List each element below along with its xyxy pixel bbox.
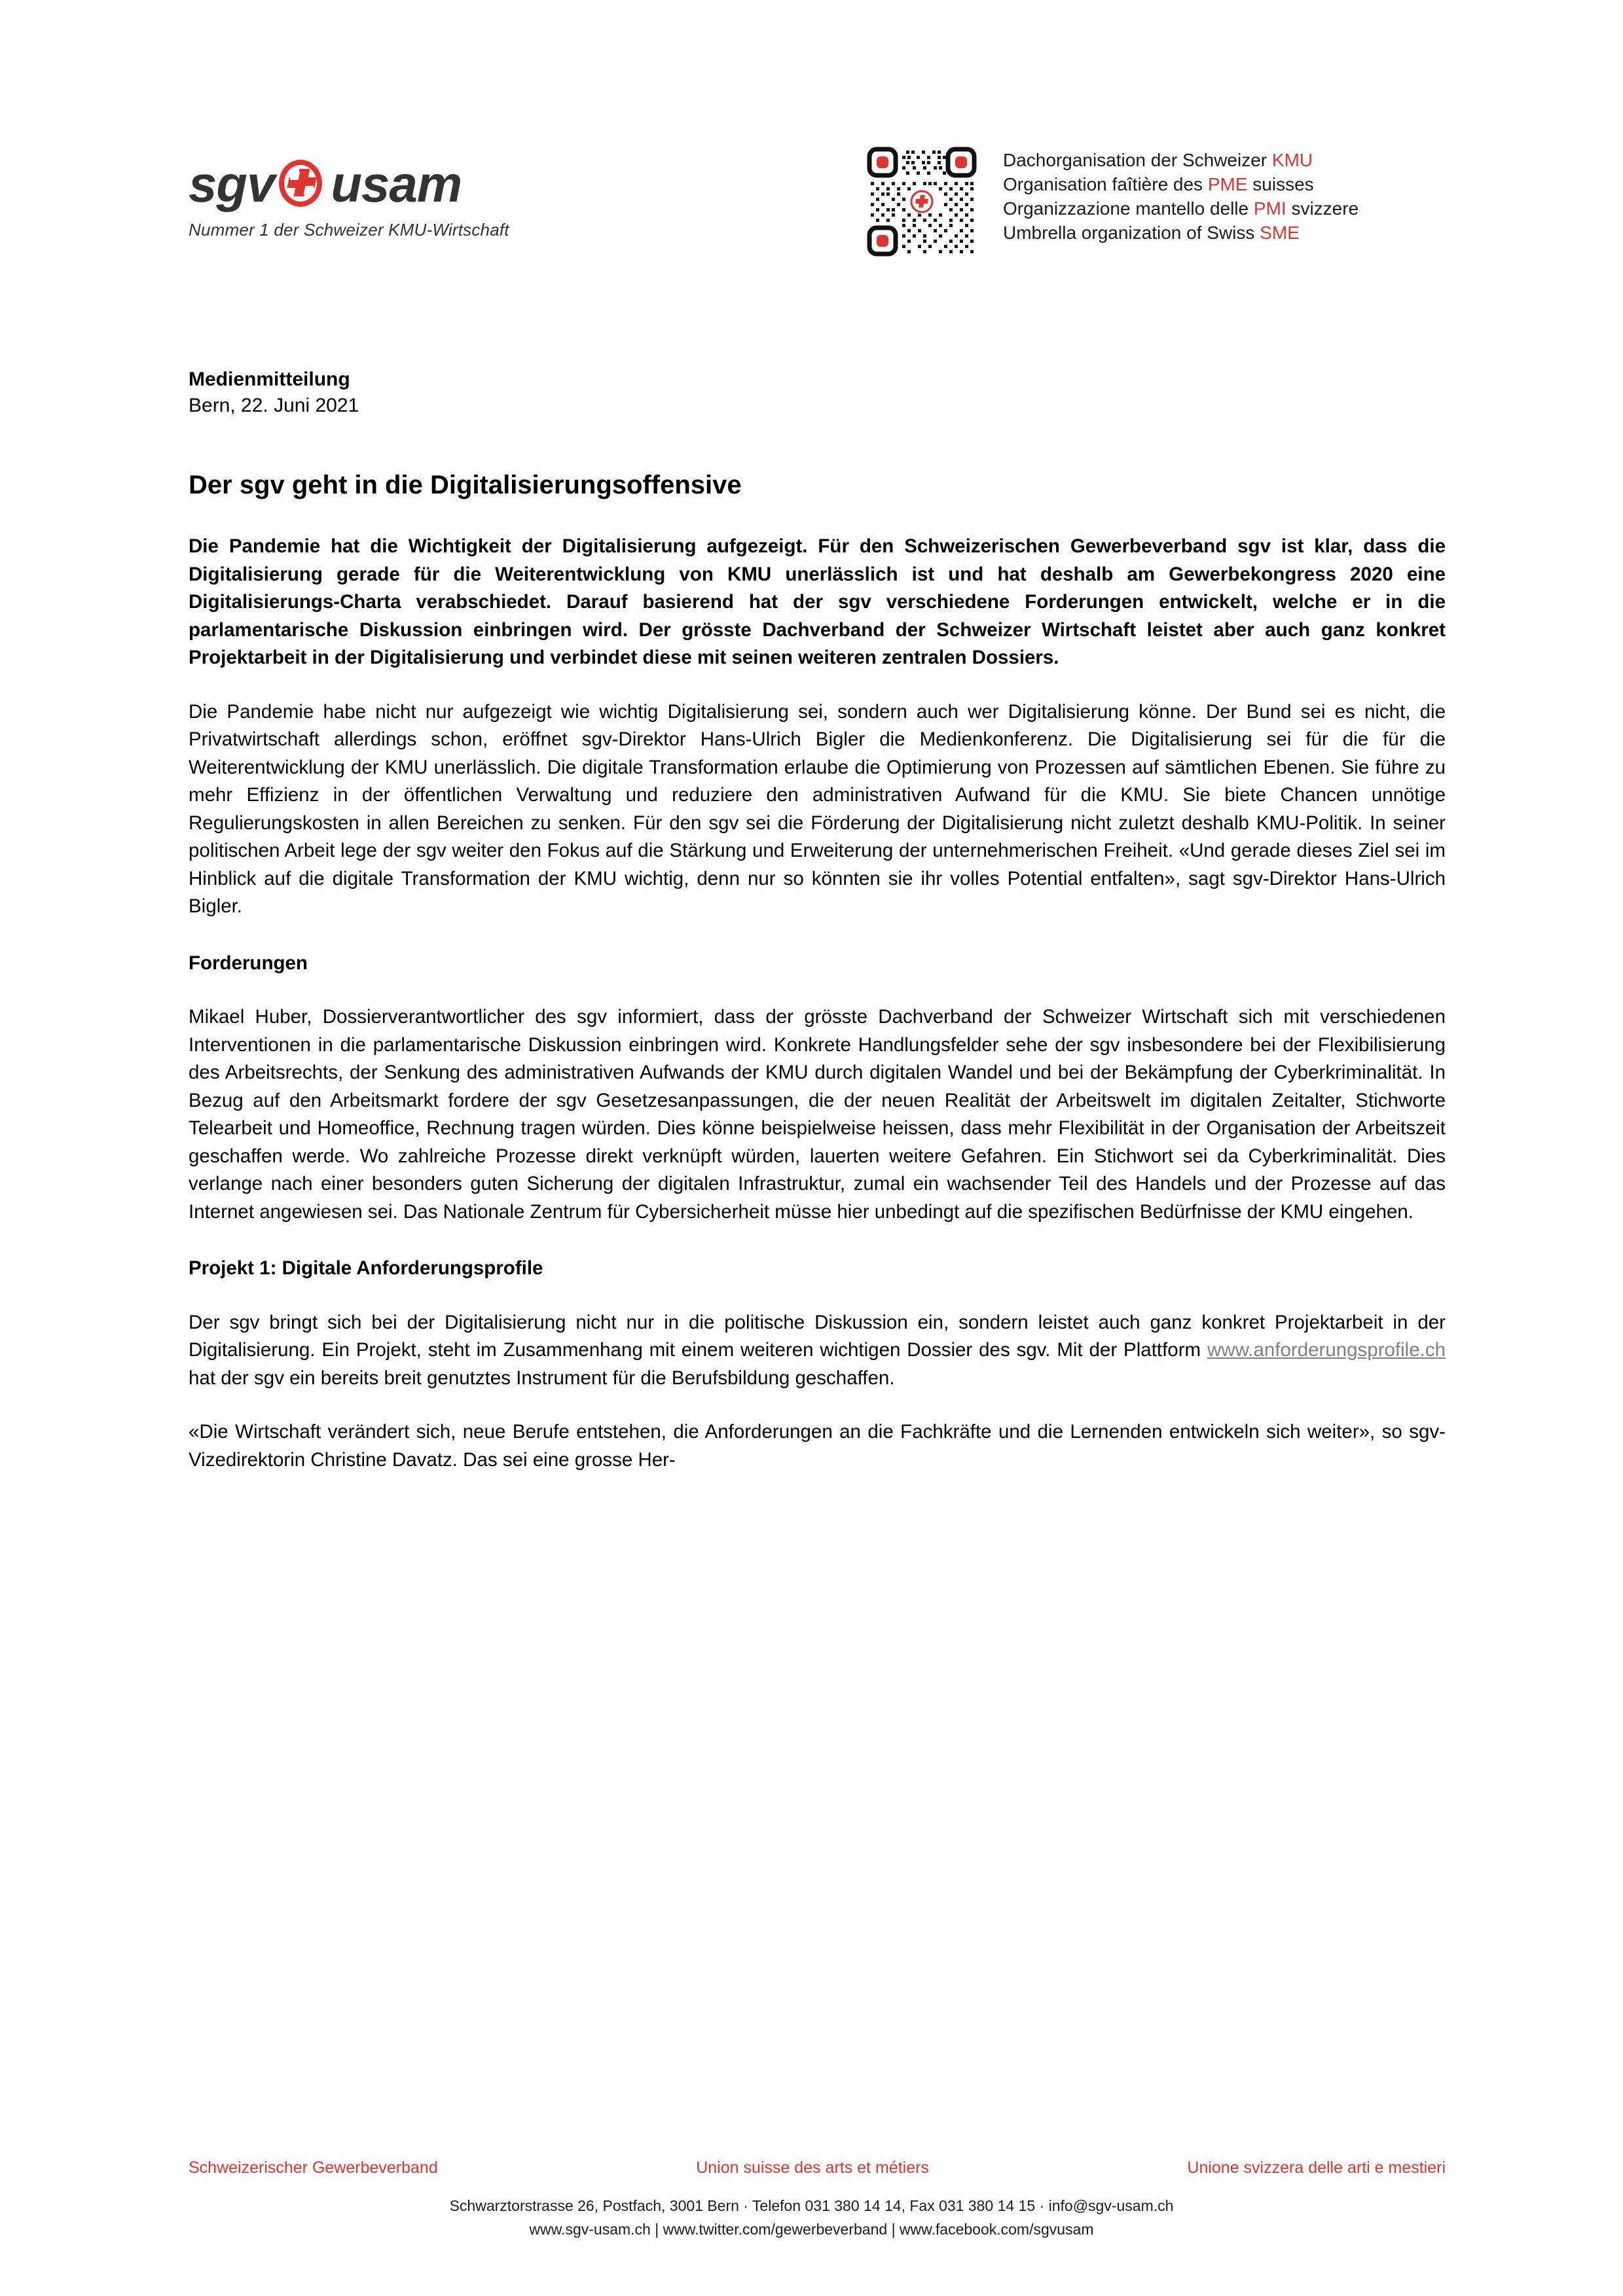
swiss-cross-circle-icon: [277, 158, 328, 209]
document-body: [189, 367, 1446, 1474]
body-paragraph-3: [189, 1283, 1446, 1393]
lang-fr-highlight: PME: [1207, 174, 1248, 194]
body-paragraph-4: «Die Wirtschaft verändert sich, neue Berufe entstehen, die Anforderungen an die Fachkräfte und die Lernenden entwickeln sich weiter», so sgv-Vizedirektorin Christine Davatz. Das sei eine grosse Her-: [189, 1421, 1446, 1471]
footer-org-it: Unione svizzera delle arti e mestieri: [1187, 2159, 1446, 2177]
page-footer: [0, 2139, 1623, 2296]
body-paragraph-1: Die Pandemie habe nicht nur aufgezeigt wie wichtig Digitalisierung sei, sondern auch wer Digitalisierung könne. Der Bund sei es nicht, die Privatwirtschaft allerdings schon, eröffnet sgv-Direktor Hans-Ulrich Bigler die Medienkonferenz. Die Digitalisierung sei für die für die Weiterentwicklung der KMU unerlässlich. Die digitale Transformation erlaube die Optimierung von Prozessen auf sämtlichen Ebenen. Sie führe zu mehr Effizienz in der öffentlichen Verwaltung und reduziere den administrativen Aufwand für die KMU. Sie biete Chancen unnötige Regulierungskosten in allen Bereichen zu senken. Für den sgv sei die Förderung der Digitalisierung nicht zuletzt deshalb KMU-Politik. In seiner politischen Arbeit lege der sgv weiter den Fokus auf die Stärkung und Erweiterung der unternehmerischen Freiheit. «Und gerade dieses Ziel sei im Hinblick auf die digitale Transformation der KMU wichtig, denn nur so könnten sie ihr volles Potential entfalten», sagt sgv-Direktor Hans-Ulrich Bigler.: [189, 700, 1446, 917]
language-line-fr: [1003, 172, 1359, 196]
lang-fr-post: suisses: [1247, 174, 1314, 194]
anforderungsprofile-link[interactable]: www.anforderungsprofile.ch: [1207, 1339, 1446, 1361]
lang-it-highlight: PMI: [1253, 198, 1286, 219]
qr-code-icon: [866, 145, 978, 258]
section-heading-projekt-1: Projekt 1: Digitale Anforderungsprofile: [189, 1257, 543, 1279]
lang-de-highlight: KMU: [1271, 150, 1313, 170]
page-title: Der sgv geht in die Digitalisierungsoffensive: [189, 471, 742, 499]
lang-it-post: svizzere: [1286, 198, 1359, 219]
lang-fr-pre: Organisation faîtière des: [1003, 174, 1208, 194]
footer-organization-names: [189, 2157, 1446, 2178]
place-and-date: Bern, 22. Juni 2021: [189, 395, 359, 416]
logo-text-sgv: sgv: [189, 155, 275, 213]
sgv-usam-logo: [189, 156, 594, 240]
logo-wordmark: [189, 156, 594, 212]
lead-paragraph: Die Pandemie hat die Wichtigkeit der Digitalisierung aufgezeigt. Für den Schweizerischen Gewerbeverband sgv ist klar, dass die Digitalisierung gerade für die Weiterentwicklung von KMU unerlässlich ist und hat deshalb am Gewerbekongress 2020 eine Digitalisierungs-Charta verabschiedet. Darauf basierend hat der sgv verschiedene Forderungen entwickelt, welche er in die parlamentarische Diskussion einbringen wird. Der grösste Dachverband der Schweizer Wirtschaft leistet aber auch ganz konkret Projektarbeit in der Digitalisierung und verbindet diese mit seinen weiteren zentralen Dossiers.: [189, 535, 1446, 668]
header-right-block: [866, 145, 1359, 258]
footer-contact-block: [0, 2194, 1623, 2241]
footer-web-line: www.sgv-usam.ch | www.twitter.com/gewerbeverband | www.facebook.com/sgvusam: [529, 2221, 1094, 2238]
language-list: [1003, 145, 1359, 245]
language-line-en: [1003, 221, 1359, 245]
logo-text-usam: usam: [331, 155, 462, 213]
page-header: [0, 0, 1623, 308]
footer-org-fr: Union suisse des arts et métiers: [696, 2159, 929, 2177]
footer-address-line: Schwarztorstrasse 26, Postfach, 3001 Bern · Telefon 031 380 14 14, Fax 031 380 14 15 · info@sgv-usam.ch: [449, 2197, 1174, 2214]
lang-de-pre: Dachorganisation der Schweizer: [1003, 150, 1272, 170]
language-line-de: [1003, 148, 1359, 172]
lang-en-pre: Umbrella organization of Swiss: [1003, 223, 1260, 243]
lang-it-pre: Organizzazione mantello delle: [1003, 198, 1254, 219]
paragraph-3-text-after-link: hat der sgv ein bereits breit genutztes Instrument für die Berufsbildung geschaffen.: [189, 1367, 895, 1389]
footer-org-de: Schweizerischer Gewerbeverband: [189, 2159, 438, 2177]
paragraph-3-text-before-link: Der sgv bringt sich bei der Digitalisierung nicht nur in die politische Diskussion ein, sondern leistet auch ganz konkret Projektarbeit in der Digitalisierung. Ein Projekt, steht im Zusammenhang mit einem weiteren wichtigen Dossier des sgv. Mit der Plattform: [189, 1311, 1446, 1361]
document-type-label: Medienmitteilung: [189, 368, 350, 390]
language-line-it: [1003, 196, 1359, 221]
section-heading-forderungen: Forderungen: [189, 952, 308, 974]
lang-en-highlight: SME: [1260, 223, 1300, 243]
logo-tagline: Nummer 1 der Schweizer KMU-Wirtschaft: [189, 220, 509, 240]
body-paragraph-2: Mikael Huber, Dossierverantwortlicher des sgv informiert, dass der grösste Dachverband der Schweizer Wirtschaft sich mit verschiedenen Interventionen in die parlamentarische Diskussion einbringen wird. Konkrete Handlungsfelder sehe der sgv insbesondere bei der Flexibilisierung des Arbeitsrechts, der Senkung des administrativen Aufwands der KMU durch digitalen Wandel und bei der Bekämpfung der Cyberkriminalität. In Bezug auf den Arbeitsmarkt fordere der sgv Gesetzesanpassungen, die der neuen Realität der Arbeitswelt im digitalen Zeitalter, Stichworte Telearbeit und Homeoffice, Rechnung tragen würden. Dies könne beispielweise heissen, dass mehr Flexibilität in der Organisation der Arbeitszeit geschaffen werde. Wo zahlreiche Prozesse direkt verknüpft würden, lauerten weitere Gefahren. Ein Stichwort sei da Cyberkriminalität. Dies verlange nach einer besonders guten Sicherung der digitalen Infrastruktur, zumal ein wachsender Teil des Handels und der Prozesse auf das Internet angewiesen sei. Das Nationale Zentrum für Cybersicherheit müsse hier unbedingt auf die spezifischen Bedürfnisse der KMU eingehen.: [189, 1006, 1446, 1223]
